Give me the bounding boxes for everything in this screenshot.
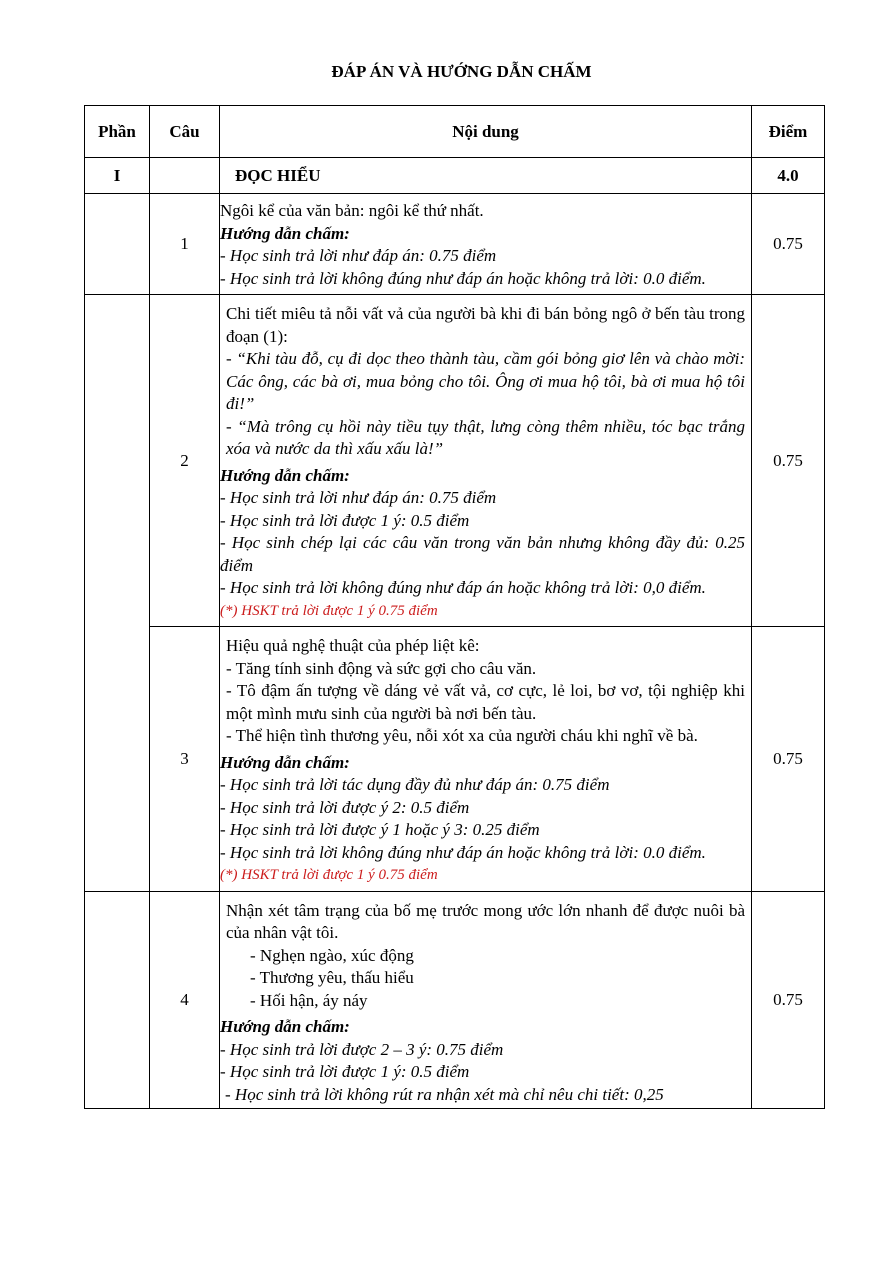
- phan-cell: [85, 194, 150, 295]
- question-row-1: [85, 194, 825, 295]
- grading-item: - Học sinh trả lời không rút ra nhận xét mà chỉ nêu chi tiết: 0,25: [225, 1084, 664, 1104]
- answer-text: - Tô đậm ấn tượng về dáng vẻ vất vả, cơ cực, lẻ loi, bơ vơ, tội nghiệp khi một mình mưu sinh của người bà nơi bến tàu.: [226, 681, 745, 723]
- grading-heading: Hướng dẫn chấm:: [220, 223, 350, 243]
- header-diem: Điểm: [752, 106, 825, 158]
- grading-item: - Học sinh trả lời như đáp án: 0.75 điểm: [220, 488, 497, 507]
- answer-text: - Tăng tính sinh động và sức gợi cho câu văn.: [226, 658, 537, 678]
- grading-item: - Học sinh trả lời tác dụng đầy đủ như đáp án: 0.75 điểm: [220, 775, 610, 794]
- page-title: ĐÁP ÁN VÀ HƯỚNG DẪN CHẤM: [331, 62, 592, 81]
- question-score: 0.75: [752, 627, 825, 892]
- answer-table: [84, 105, 825, 1109]
- question-content: [220, 295, 752, 627]
- grading-item: - Học sinh trả lời được 1 ý: 0.5 điểm: [220, 510, 470, 530]
- answer-text: Chi tiết miêu tả nỗi vất vả của người bà khi đi bán bỏng ngô ở bến tàu trong đoạn (1):: [226, 304, 745, 346]
- question-score: 0.75: [752, 194, 825, 295]
- answer-quote: - “Mà trông cụ hồi này tiều tụy thật, lưng còng thêm nhiều, tóc bạc trắng xóa và nước da thì xấu xấu là!”: [226, 416, 745, 458]
- answer-item: - Thương yêu, thấu hiểu: [250, 968, 414, 987]
- section-row: [85, 158, 825, 194]
- grading-item: - Học sinh trả lời không đúng như đáp án hoặc không trả lời: 0.0 điểm.: [220, 842, 706, 862]
- question-content: [220, 194, 752, 295]
- section-diem: 4.0: [752, 158, 825, 194]
- grading-item: - Học sinh trả lời được ý 2: 0.5 điểm: [220, 797, 470, 817]
- header-cau: Câu: [150, 106, 220, 158]
- answer-text: Ngôi kể của văn bản: ngôi kể thứ nhất.: [220, 201, 484, 220]
- question-row-3: [85, 627, 825, 892]
- question-row-4: [85, 891, 825, 1109]
- question-row-2: [85, 295, 825, 627]
- answer-quote: - “Khi tàu đỗ, cụ đi dọc theo thành tàu, cầm gói bỏng giơ lên và chào mời: Các ông, các bà ơi, mua bỏng cho tôi. Ông ơi mua hộ tôi, bà ơi mua hộ tôi đi!”: [226, 349, 745, 413]
- grading-item: - Học sinh trả lời như đáp án: 0.75 điểm: [220, 246, 497, 265]
- grading-heading: Hướng dẫn chấm:: [220, 1017, 350, 1036]
- question-number: 3: [150, 627, 220, 892]
- question-number: 2: [150, 295, 220, 627]
- grading-item: - Học sinh trả lời không đúng như đáp án hoặc không trả lời: 0.0 điểm.: [220, 268, 706, 288]
- grading-item: - Học sinh trả lời được ý 1 hoặc ý 3: 0.25 điểm: [220, 820, 540, 839]
- question-content: [220, 891, 752, 1109]
- answer-item: - Hối hận, áy náy: [250, 990, 368, 1010]
- question-content: [220, 627, 752, 892]
- question-number: 4: [150, 891, 220, 1109]
- special-note: (*) HSKT trả lời được 1 ý 0.75 điểm: [220, 602, 438, 619]
- question-number: 1: [150, 194, 220, 295]
- header-noidung: Nội dung: [220, 106, 752, 158]
- grading-item: - Học sinh chép lại các câu văn trong văn bản nhưng không đầy đủ: 0.25 điểm: [220, 533, 745, 575]
- phan-cell: [85, 891, 150, 1109]
- answer-item: - Nghẹn ngào, xúc động: [250, 945, 414, 965]
- answer-text: Nhận xét tâm trạng của bố mẹ trước mong ước lớn nhanh để được nuôi bà của nhân vật tôi.: [226, 900, 745, 942]
- phan-cell: [85, 295, 150, 892]
- grading-item: - Học sinh trả lời được 2 – 3 ý: 0.75 điểm: [220, 1039, 504, 1059]
- grading-item: - Học sinh trả lời được 1 ý: 0.5 điểm: [220, 1062, 470, 1081]
- question-score: 0.75: [752, 891, 825, 1109]
- answer-text: - Thể hiện tình thương yêu, nỗi xót xa của người cháu khi nghĩ về bà.: [226, 726, 698, 745]
- answer-text: Hiệu quả nghệ thuật của phép liệt kê:: [226, 636, 480, 655]
- section-name: ĐỌC HIỂU: [220, 158, 752, 194]
- special-note: (*) HSKT trả lời được 1 ý 0.75 điểm: [220, 867, 438, 883]
- header-phan: Phần: [85, 106, 150, 158]
- question-score: 0.75: [752, 295, 825, 627]
- section-cau: [150, 158, 220, 194]
- grading-heading: Hướng dẫn chấm:: [220, 465, 350, 485]
- grading-heading: Hướng dẫn chấm:: [220, 752, 350, 772]
- table-header-row: [85, 106, 825, 158]
- grading-item: - Học sinh trả lời không đúng như đáp án hoặc không trả lời: 0,0 điểm.: [220, 578, 706, 597]
- section-phan: I: [85, 158, 150, 194]
